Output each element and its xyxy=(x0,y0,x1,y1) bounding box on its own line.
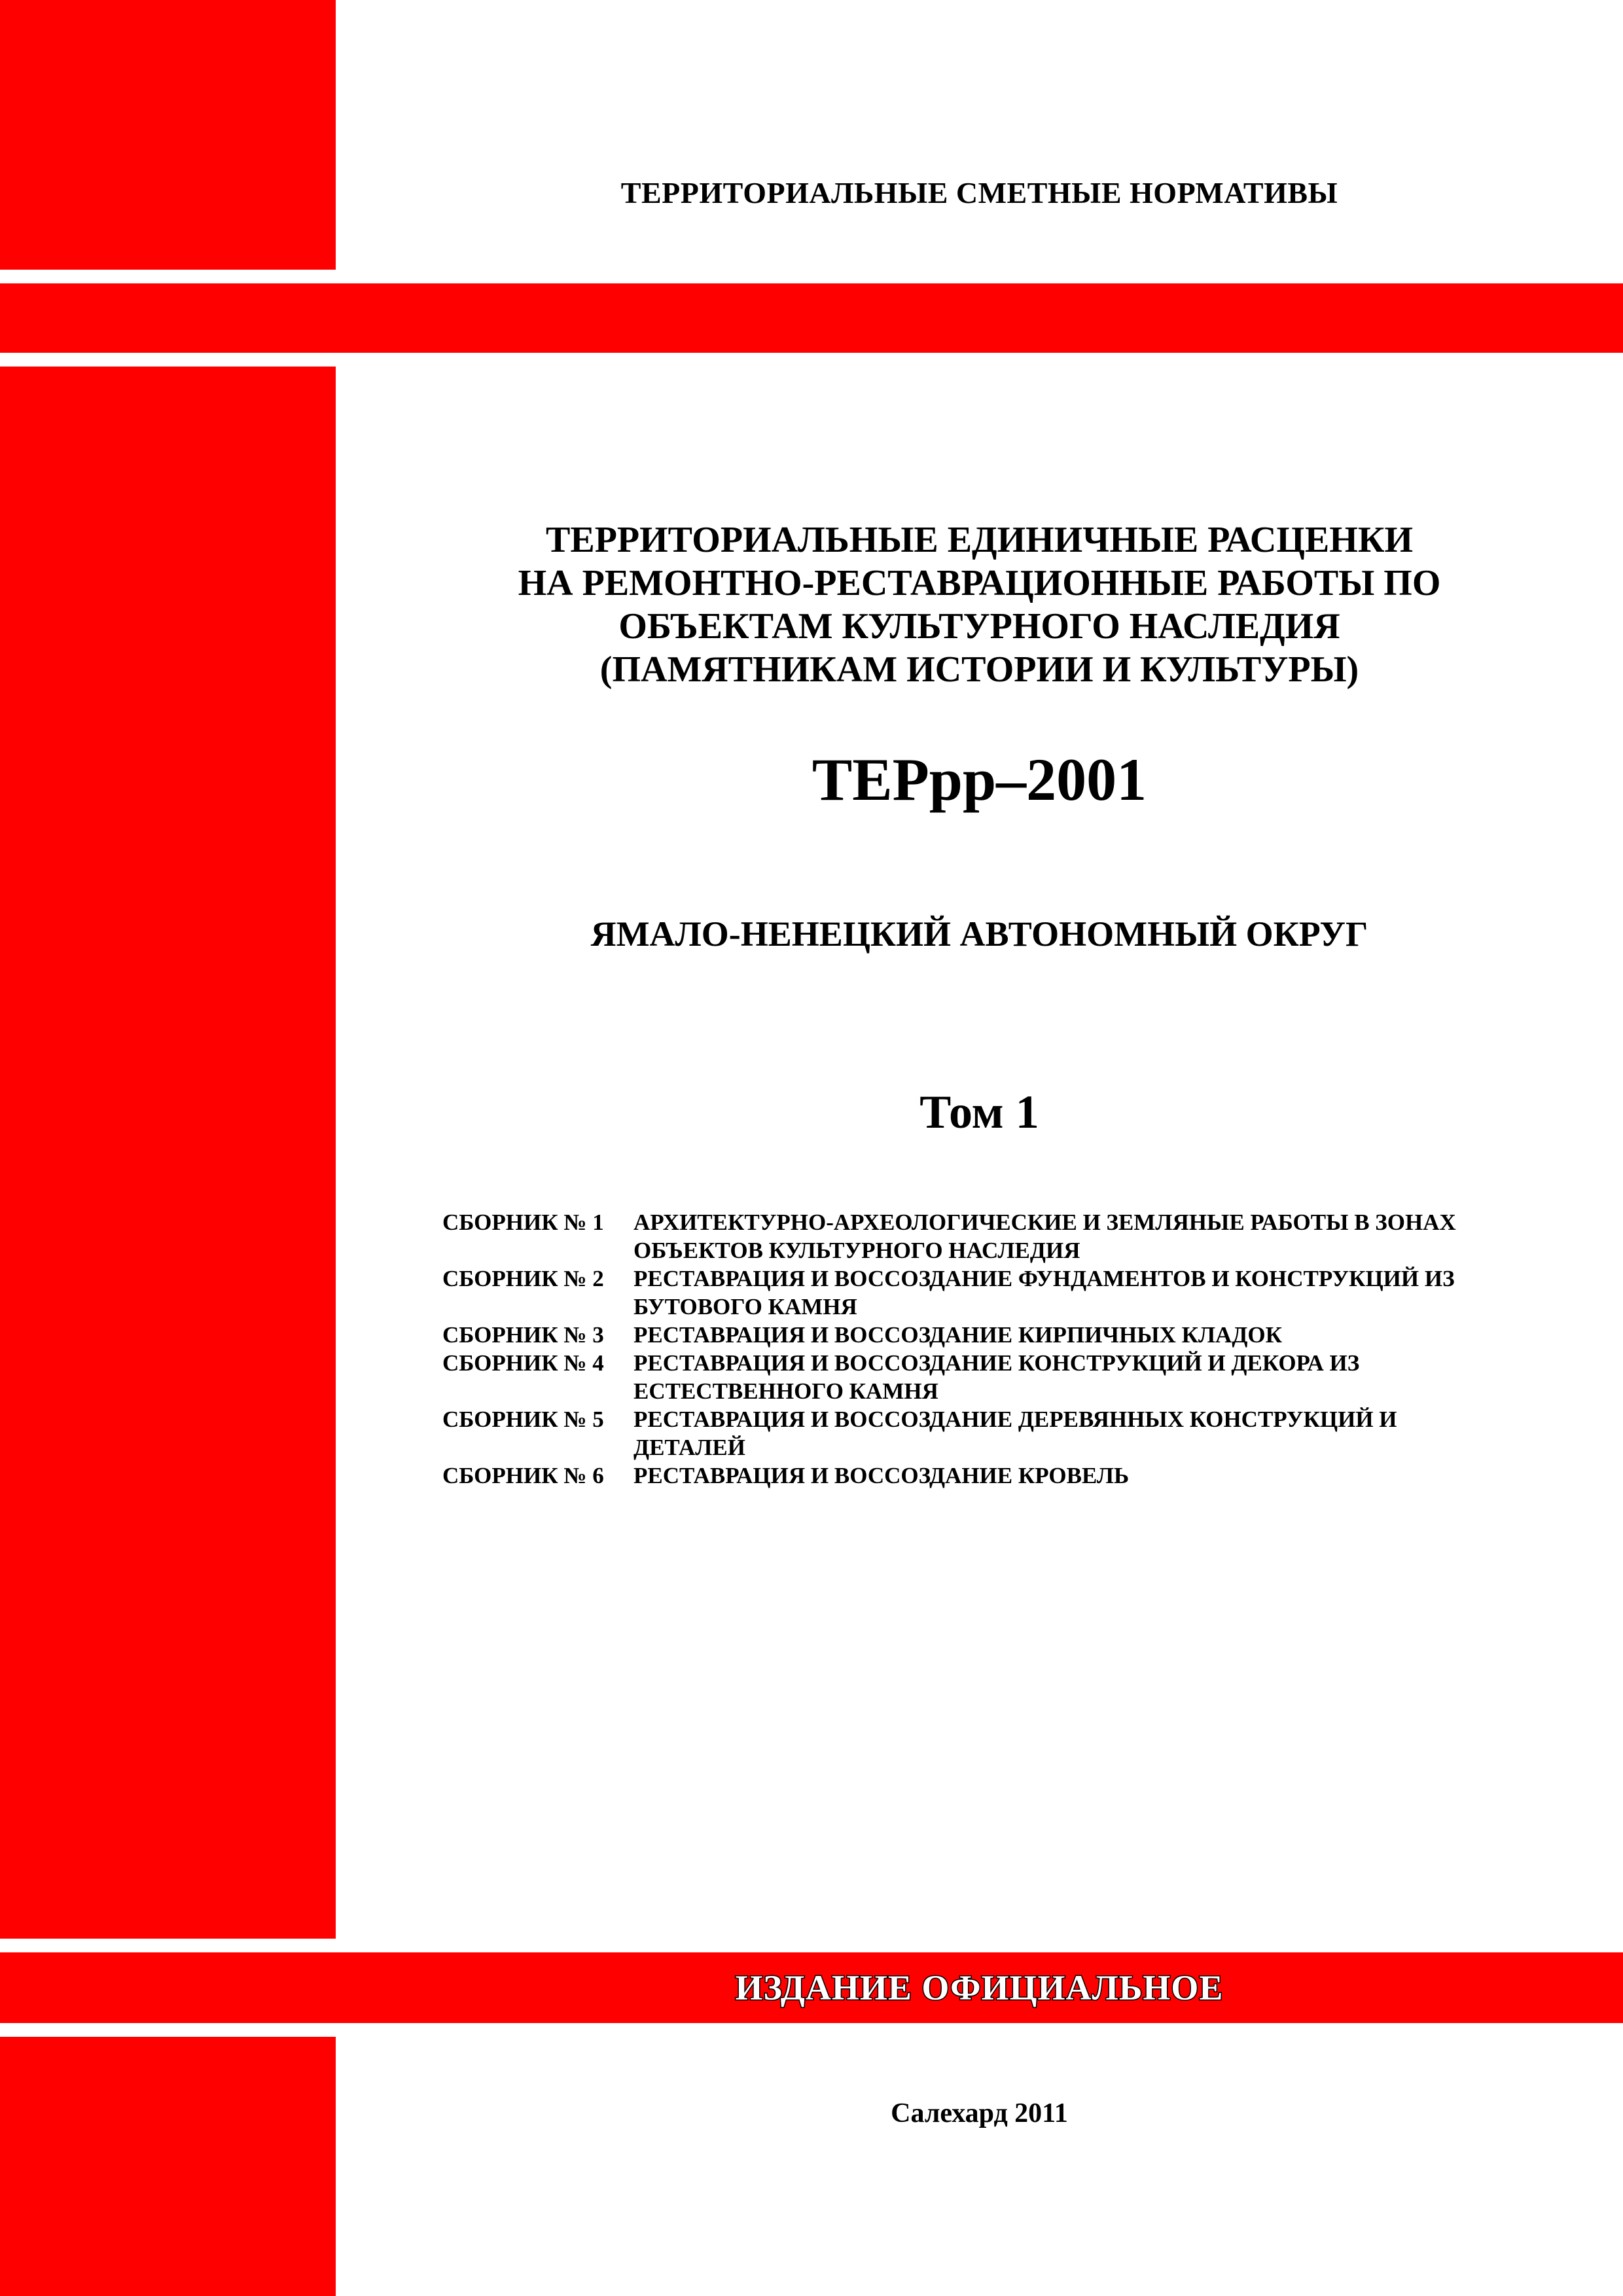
collection-label: СБОРНИК № 4 xyxy=(442,1350,604,1376)
title-line: ОБЪЕКТАМ КУЛЬТУРНОГО НАСЛЕДИЯ xyxy=(618,606,1340,647)
volume-number: Том 1 xyxy=(919,1086,1039,1138)
series-header: ТЕРРИТОРИАЛЬНЫЕ СМЕТНЫЕ НОРМАТИВЫ xyxy=(620,176,1338,209)
red-sidebar-middle xyxy=(0,367,336,1939)
collection-item xyxy=(442,1349,1503,1405)
collection-title: РЕСТАВРАЦИЯ И ВОССОЗДАНИЕ ФУНДАМЕНТОВ И КОНСТРУКЦИЙ ИЗ БУТОВОГО КАМНЯ xyxy=(633,1266,1455,1319)
title-line: ТЕРРИТОРИАЛЬНЫЕ ЕДИНИЧНЫЕ РАСЦЕНКИ xyxy=(545,520,1414,560)
collection-label: СБОРНИК № 3 xyxy=(442,1322,604,1348)
collection-label: СБОРНИК № 6 xyxy=(442,1463,604,1488)
collection-title: РЕСТАВРАЦИЯ И ВОССОЗДАНИЕ КРОВЕЛЬ xyxy=(633,1463,1130,1488)
title-line: (ПАМЯТНИКАМ ИСТОРИИ И КУЛЬТУРЫ) xyxy=(599,649,1359,690)
collection-item xyxy=(442,1405,1503,1462)
document-code: ТЕРрр–2001 xyxy=(812,746,1147,813)
document-title xyxy=(336,518,1623,691)
collection-title: РЕСТАВРАЦИЯ И ВОССОЗДАНИЕ КИРПИЧНЫХ КЛАДОК xyxy=(633,1322,1283,1348)
collection-label: СБОРНИК № 2 xyxy=(442,1266,604,1291)
collection-title: РЕСТАВРАЦИЯ И ВОССОЗДАНИЕ ДЕРЕВЯННЫХ КОНСТРУКЦИЙ И ДЕТАЛЕЙ xyxy=(633,1407,1397,1460)
red-sidebar-top xyxy=(0,0,336,270)
collection-item xyxy=(442,1208,1503,1265)
red-band-top xyxy=(0,283,1623,353)
collection-title: РЕСТАВРАЦИЯ И ВОССОЗДАНИЕ КОНСТРУКЦИЙ И ДЕКОРА ИЗ ЕСТЕСТВЕННОГО КАМНЯ xyxy=(633,1350,1360,1404)
collection-label: СБОРНИК № 1 xyxy=(442,1210,604,1235)
collection-item xyxy=(442,1321,1503,1349)
title-line: НА РЕМОНТНО-РЕСТАВРАЦИОННЫЕ РАБОТЫ ПО xyxy=(518,563,1441,603)
publication-place-year: Салехард 2011 xyxy=(891,2098,1068,2128)
region-name: ЯМАЛО-НЕНЕЦКИЙ АВТОНОМНЫЙ ОКРУГ xyxy=(590,914,1368,954)
collection-label: СБОРНИК № 5 xyxy=(442,1407,604,1432)
collection-title: АРХИТЕКТУРНО-АРХЕОЛОГИЧЕСКИЕ И ЗЕМЛЯНЫЕ РАБОТЫ В ЗОНАХ ОБЪЕКТОВ КУЛЬТУРНОГО НАСЛЕДИЯ xyxy=(633,1210,1456,1263)
collection-item xyxy=(442,1265,1503,1321)
collections-list xyxy=(442,1208,1503,1490)
collection-item xyxy=(442,1462,1503,1490)
official-edition-label: ИЗДАНИЕ ОФИЦИАЛЬНОЕ xyxy=(735,1968,1224,2007)
red-sidebar-bottom xyxy=(0,2037,336,2296)
